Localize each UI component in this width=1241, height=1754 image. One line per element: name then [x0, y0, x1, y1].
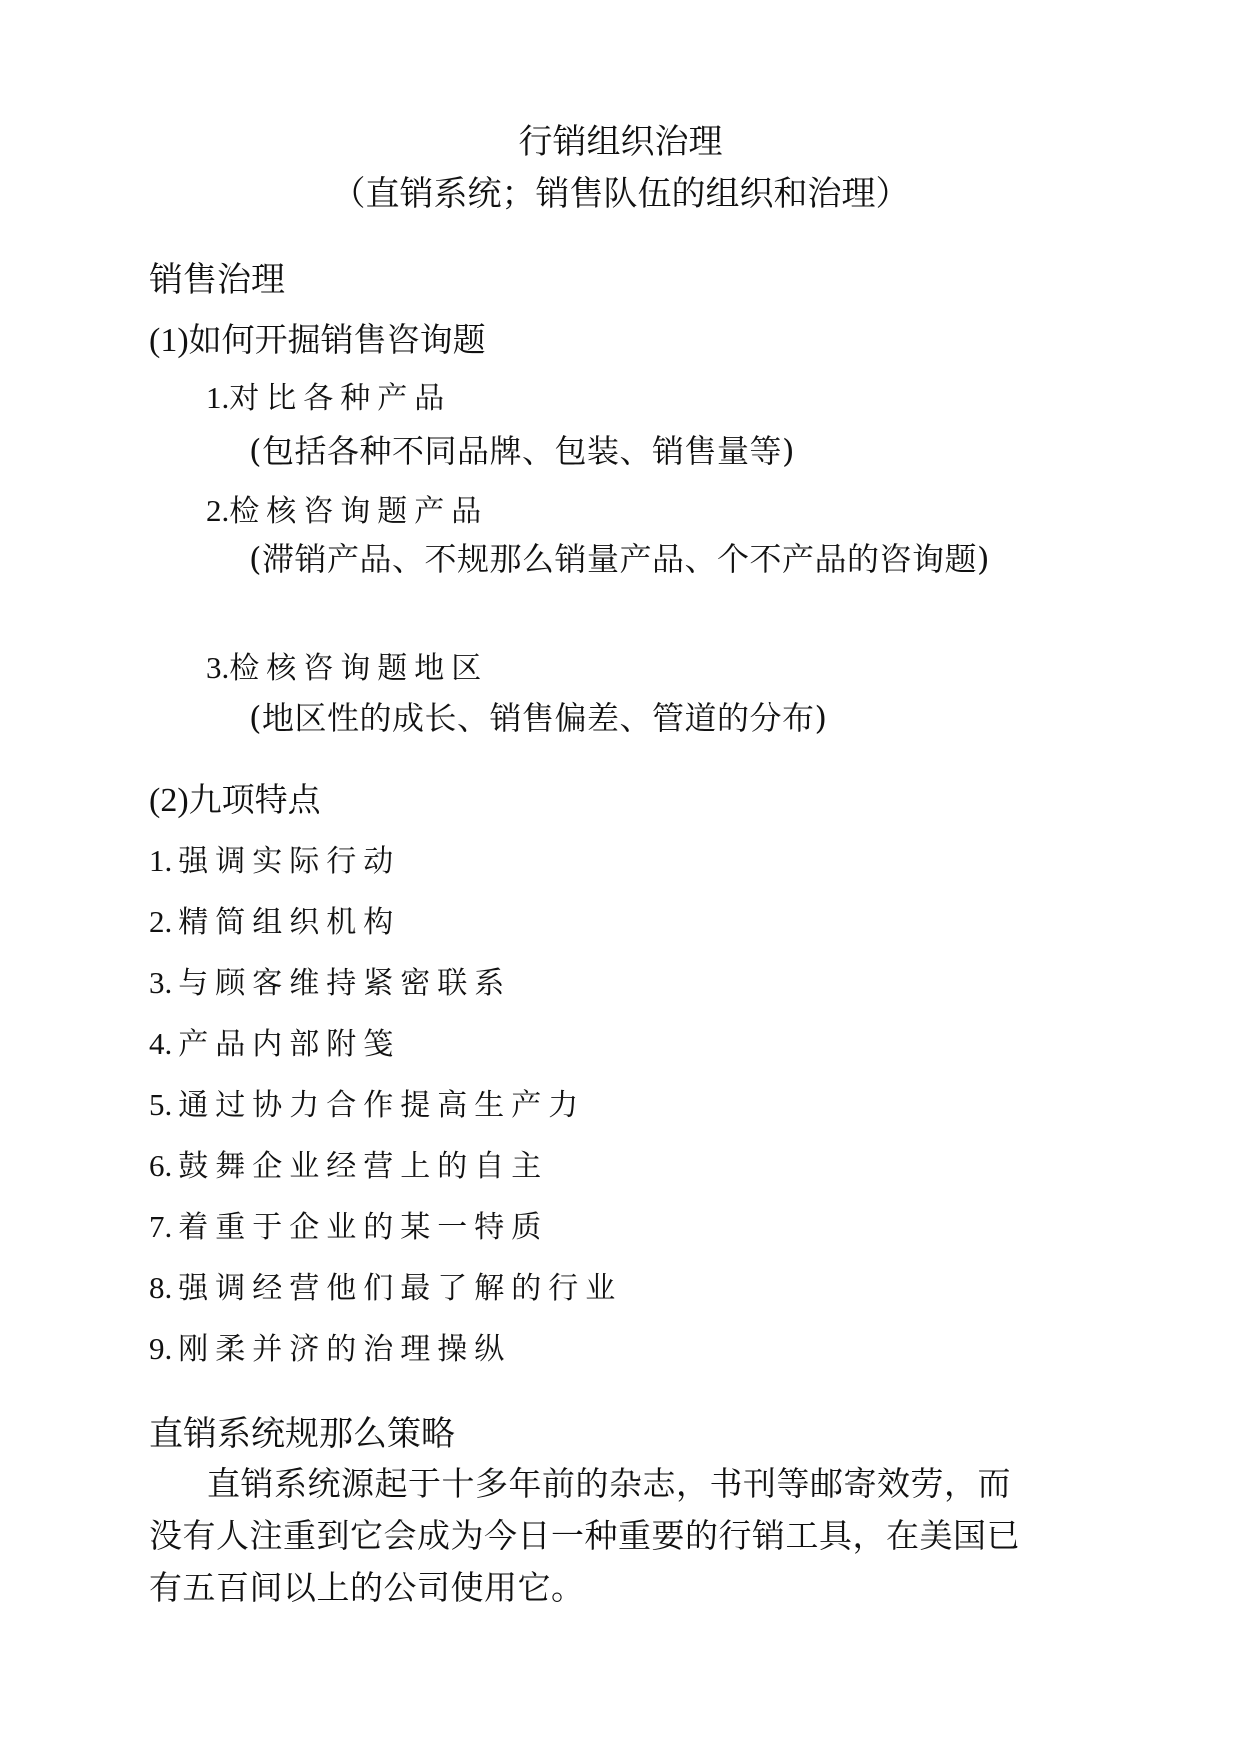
feature-text: 通过协力合作提高生产力 [178, 1088, 586, 1123]
feature-text: 与顾客维持紧密联系 [178, 966, 512, 1001]
feature-number: 9. [149, 1331, 173, 1366]
direct-marketing-paragraph: 直销系统源起于十多年前的杂志，书刊等邮寄效劳，而没有人注重到它会成为今日一种重要的行销工具，在美国已有五百间以上的公司使用它。 [149, 1464, 1020, 1607]
feature-item [149, 1146, 548, 1187]
feature-text: 强调经营他们最了解的行业 [178, 1271, 623, 1306]
feature-number: 7. [149, 1209, 173, 1244]
document-title: 行销组织治理 [518, 122, 723, 162]
feature-text: 刚柔并济的治理操纵 [178, 1332, 512, 1367]
feature-number: 5. [149, 1087, 173, 1122]
feature-item [149, 902, 400, 943]
feature-item [149, 841, 400, 882]
item-title-text: 检核咨询题产品 [229, 494, 489, 529]
feature-text: 精简组织机构 [178, 905, 401, 940]
feature-item [149, 1085, 585, 1126]
part1-item-1-detail: (包括各种不同品牌、包装、销售量等) [249, 432, 795, 470]
feature-number: 8. [149, 1270, 173, 1305]
part1-heading-text: 如何开掘销售咨询题 [188, 320, 486, 359]
sales-management-heading: 销售治理 [149, 260, 285, 300]
feature-item [149, 963, 511, 1004]
item-number: 1. [206, 380, 230, 415]
part1-item-2-title [206, 491, 488, 532]
document-subtitle: （直销系统；销售队伍的组织和治理） [331, 174, 910, 214]
feature-text: 鼓舞企业经营上的自主 [178, 1149, 549, 1184]
part1-item-3-title [206, 648, 488, 689]
part1-item-1-title [206, 378, 451, 419]
feature-text: 强调实际行动 [178, 844, 401, 879]
part2-heading-text: 九项特点 [188, 780, 321, 819]
feature-number: 6. [149, 1148, 173, 1183]
item-number: 3. [206, 650, 230, 685]
feature-text: 产品内部附笺 [178, 1027, 401, 1062]
feature-number: 3. [149, 965, 173, 1000]
feature-item [149, 1024, 400, 1065]
part2-heading [149, 778, 321, 823]
item-title-text: 检核咨询题地区 [229, 651, 489, 686]
feature-text: 着重于企业的某一特质 [178, 1210, 549, 1245]
feature-item [149, 1268, 622, 1309]
part1-item-2-detail: (滞销产品、不规那么销量产品、个不产品的咨询题) [249, 540, 990, 578]
feature-number: 1. [149, 843, 173, 878]
part1-heading [149, 318, 486, 363]
item-number: 2. [206, 493, 230, 528]
part2-number: (2) [149, 782, 189, 819]
feature-item [149, 1329, 511, 1370]
feature-number: 4. [149, 1026, 173, 1061]
item-title-text: 对比各种产品 [229, 381, 452, 416]
feature-item [149, 1207, 548, 1248]
feature-number: 2. [149, 904, 173, 939]
part1-number: (1) [149, 322, 189, 359]
part1-item-3-detail: (地区性的成长、销售偏差、管道的分布) [249, 699, 828, 737]
direct-marketing-heading: 直销系统规那么策略 [149, 1414, 455, 1454]
